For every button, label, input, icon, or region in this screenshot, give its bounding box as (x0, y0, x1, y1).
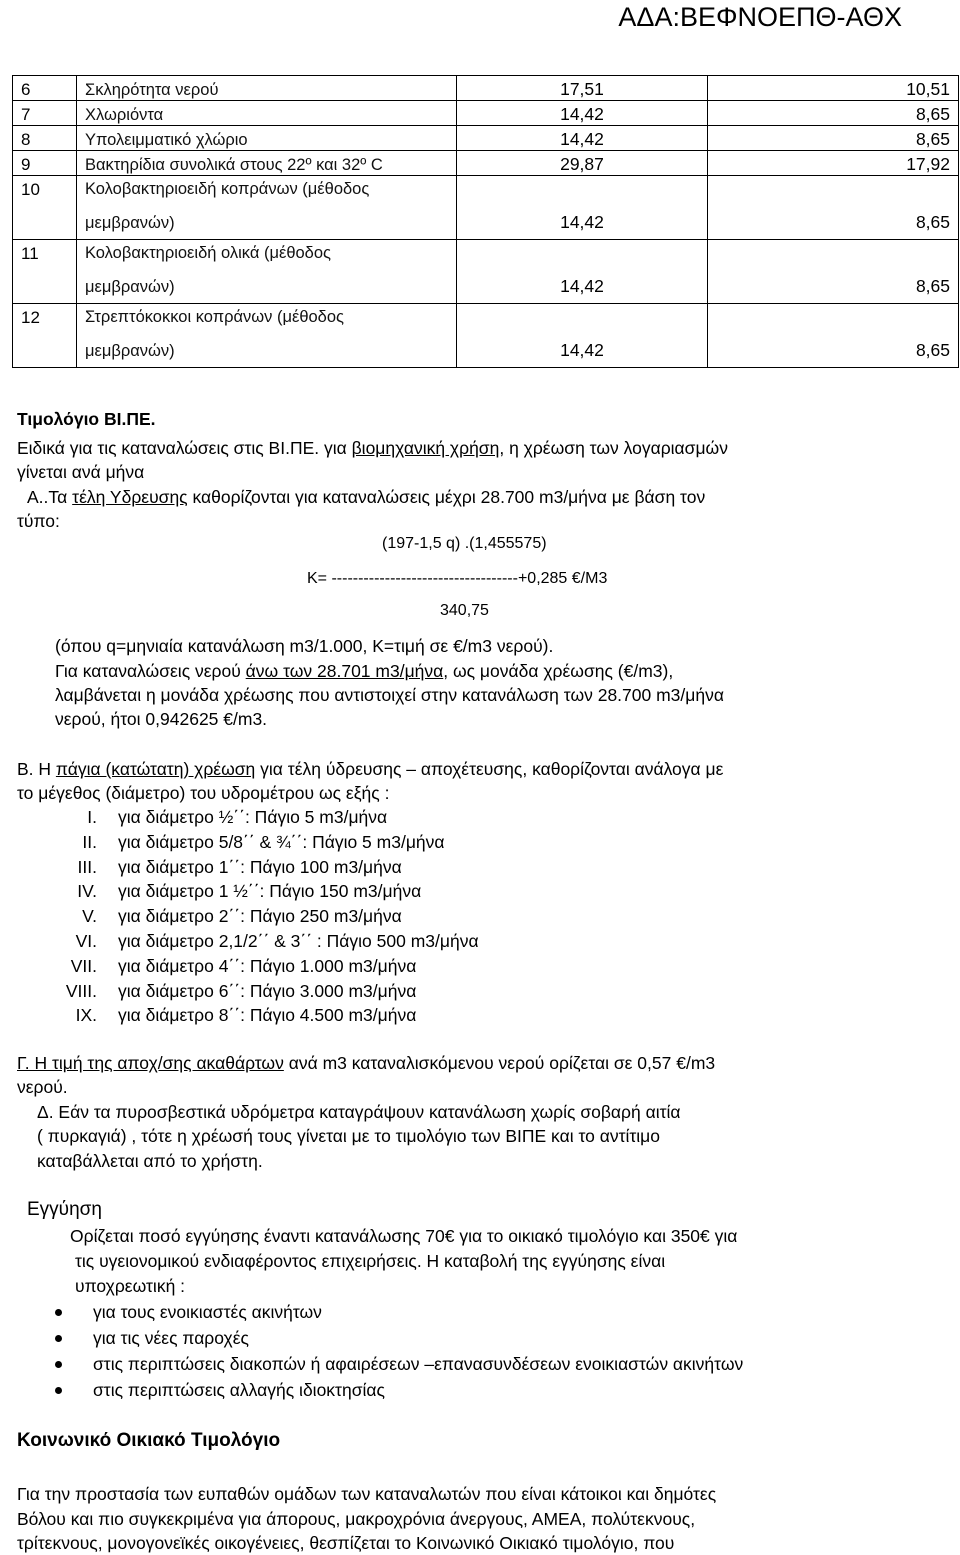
vipe-line2: γίνεται ανά μήνα (17, 462, 145, 482)
fixed-item-number: III. (77, 856, 97, 877)
row-description-2: μεμβρανών) (77, 274, 457, 304)
row-description: Σκληρότητα νερού (77, 76, 457, 101)
row-value-1: 29,87 (457, 151, 708, 176)
over-line2: λαμβάνεται η μονάδα χρέωσης που αντιστοιχεί στην κατανάλωση των 28.700 m3/μήνα (55, 685, 724, 705)
fixed-item-text: για διάμετρο 8΄΄: Πάγιο 4.500 m3/μήνα (118, 1005, 417, 1026)
row-value-1: 14,42 (457, 304, 708, 368)
row-description-2: μεμβρανών) (77, 338, 457, 368)
social-line3: τρίτεκνους, μονογονεϊκές οικογένειες, θεσπίζεται το Κοινωνικό Οικιακό τιμολόγιο, που (17, 1533, 675, 1553)
fixed-item-text: για διάμετρο 1΄΄: Πάγιο 100 m3/μήνα (118, 856, 402, 877)
guarantee-line1: Ορίζεται ποσό εγγύησης έναντι κατανάλωσης 70€ για το οικιακό τιμολόγιο και 350€ για (70, 1226, 738, 1246)
fixed-item-text: για διάμετρο ½΄΄: Πάγιο 5 m3/μήνα (118, 807, 388, 827)
social-line2: Βόλου και πιο συγκεκριμένα για άπορους, μακροχρόνια άνεργους, ΑΜΕΑ, πολύτεκνους, (17, 1509, 696, 1529)
guarantee-bullet-text: για τις νέες παροχές (93, 1328, 249, 1348)
fixed-line2: το μέγεθος (διάμετρο) του υδρομέτρου ως εξής : (17, 783, 390, 803)
guarantee-bullet-text: στις περιπτώσεις αλλαγής ιδιοκτησίας (93, 1380, 385, 1400)
fixed-item-number: V. (82, 906, 97, 927)
row-number: 8 (13, 126, 77, 151)
vipe-line1: Ειδικά για τις καταναλώσεις στις ΒΙ.ΠΕ. για βιομηχανική χρήση, η χρέωση των λογαριασμών (17, 438, 728, 458)
fixed-item-text: για διάμετρο 2΄΄: Πάγιο 250 m3/μήνα (118, 906, 402, 927)
row-number: 11 (13, 240, 77, 304)
bullet-icon (55, 1361, 62, 1368)
fixed-line1: Β. Η πάγια (κατώτατη) χρέωση για τέλη ύδρευσης – αποχέτευσης, καθορίζονται ανάλογα με (17, 759, 724, 779)
table-row (13, 176, 959, 210)
fire-line1: Δ. Εάν τα πυροσβεστικά υδρόμετρα καταγράψουν κατανάλωση χωρίς σοβαρή αιτία (37, 1102, 681, 1122)
row-value-2: 10,51 (708, 76, 959, 101)
fixed-item-text: για διάμετρο 6΄΄: Πάγιο 3.000 m3/μήνα (118, 980, 417, 1001)
row-description: Χλωριόντα (77, 101, 457, 126)
fixed-item-number: IX. (75, 1005, 97, 1026)
row-description-2: μεμβρανών) (77, 210, 457, 240)
row-value-1: 14,42 (457, 126, 708, 151)
formula-main: Κ= -----------------------------------+0,285 €/Μ3 (307, 570, 608, 587)
over-line3: νερού, ήτοι 0,942625 €/m3. (55, 709, 268, 729)
row-value-2: 8,65 (708, 240, 959, 304)
guarantee-heading: Εγγύηση (27, 1199, 102, 1220)
row-value-2: 8,65 (708, 304, 959, 368)
rates-table (12, 75, 959, 368)
formula-where: (όπου q=μηνιαία κατανάλωση m3/1.000, Κ=τιμή σε €/m3 νερού). (55, 636, 554, 656)
formula-denominator: 340,75 (440, 602, 489, 619)
fire-line2: ( πυρκαγιά) , τότε η χρέωσή τους γίνεται με το τιμολόγιο των ΒΙΠΕ και το αντίτιμο (37, 1126, 661, 1146)
table-row (13, 151, 959, 176)
guarantee-line2: τις υγειονομικού ενδιαφέροντος επιχειρήσεις. Η καταβολή της εγγύησης είναι (75, 1251, 666, 1271)
table-row (13, 126, 959, 151)
fixed-item-number: VII. (70, 955, 97, 976)
row-value-1: 14,42 (457, 176, 708, 240)
vipe-lineA2: τύπο: (17, 511, 60, 531)
over-line1: Για καταναλώσεις νερού άνω των 28.701 m3/μήνα, ως μονάδα χρέωσης (€/m3), (55, 661, 674, 681)
row-value-2: 8,65 (708, 101, 959, 126)
row-number: 9 (13, 151, 77, 176)
fire-line3: καταβάλλεται από το χρήστη. (37, 1151, 263, 1171)
row-number: 6 (13, 76, 77, 101)
row-value-1: 14,42 (457, 240, 708, 304)
row-value-2: 8,65 (708, 126, 959, 151)
row-description: Υπολειμματικό χλώριο (77, 126, 457, 151)
sewage-line2: νερού. (17, 1077, 68, 1097)
row-value-1: 14,42 (457, 101, 708, 126)
bullet-icon (55, 1335, 62, 1342)
social-heading: Κοινωνικό Οικιακό Τιμολόγιο (17, 1430, 281, 1451)
table-row (13, 240, 959, 274)
guarantee-line3: υποχρεωτική : (75, 1276, 186, 1296)
sewage-line1: Γ. Η τιμή της αποχ/σης ακαθάρτων ανά m3 καταναλισκόμενου νερού ορίζεται σε 0,57 €/m3 (17, 1053, 716, 1073)
row-value-2: 17,92 (708, 151, 959, 176)
bullet-icon (55, 1387, 62, 1394)
vipe-lineA: Α..Τα τέλη Υδρευσης καθορίζονται για καταναλώσεις μέχρι 28.700 m3/μήνα με βάση τον (27, 487, 706, 507)
ada-code: ΑΔΑ:ΒΕΦΝΟΕΠΘ-ΑΘΧ (618, 2, 902, 32)
fixed-item-text: για διάμετρο 4΄΄: Πάγιο 1.000 m3/μήνα (118, 955, 417, 976)
row-description: Κολοβακτηριοειδή ολικά (μέθοδος (77, 240, 457, 274)
fixed-item-number: VI. (75, 931, 97, 951)
fixed-item-text: για διάμετρο 1 ½΄΄: Πάγιο 150 m3/μήνα (118, 881, 422, 902)
table-row (13, 76, 959, 101)
row-description: Κολοβακτηριοειδή κοπράνων (μέθοδος (77, 176, 457, 210)
fixed-item-number: I. (87, 807, 97, 827)
row-value-1: 17,51 (457, 76, 708, 101)
guarantee-bullet-text: για τους ενοικιαστές ακινήτων (93, 1302, 322, 1322)
row-number: 10 (13, 176, 77, 240)
table-row (13, 101, 959, 126)
table-row (13, 304, 959, 338)
row-number: 12 (13, 304, 77, 368)
row-number: 7 (13, 101, 77, 126)
fixed-item-number: VIII. (65, 980, 97, 1001)
social-line1: Για την προστασία των ευπαθών ομάδων των καταναλωτών που είναι κάτοικοι και δημότες (17, 1484, 717, 1504)
row-description: Βακτηρίδια συνολικά στους 22º και 32º C (77, 151, 457, 176)
vipe-heading: Τιμολόγιο ΒΙ.ΠΕ. (17, 409, 156, 429)
guarantee-bullet-text: στις περιπτώσεις διακοπών ή αφαιρέσεων –επανασυνδέσεων ενοικιαστών ακινήτων (93, 1354, 744, 1374)
fixed-item-number: II. (82, 831, 97, 852)
row-description: Στρεπτόκοκκοι κοπράνων (μέθοδος (77, 304, 457, 338)
fixed-item-text: για διάμετρο 2,1/2΄΄ & 3΄΄ : Πάγιο 500 m3/μήνα (118, 931, 479, 951)
fixed-item-number: IV. (77, 881, 97, 902)
row-value-2: 8,65 (708, 176, 959, 240)
fixed-item-text: για διάμετρο 5/8΄΄ & ¾΄΄: Πάγιο 5 m3/μήνα (118, 831, 445, 852)
formula-numerator: (197-1,5 q) .(1,455575) (382, 535, 547, 552)
bullet-icon (55, 1309, 62, 1316)
